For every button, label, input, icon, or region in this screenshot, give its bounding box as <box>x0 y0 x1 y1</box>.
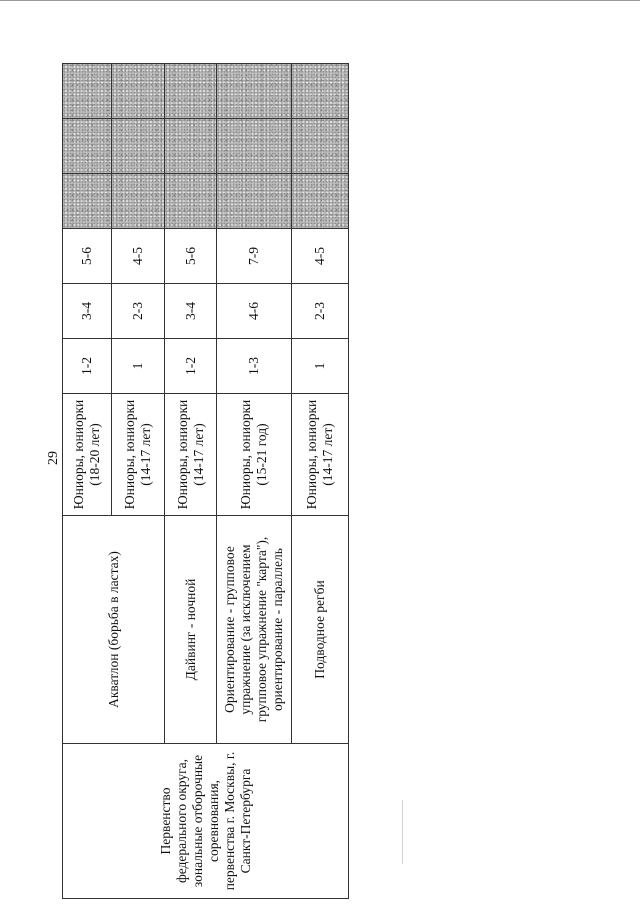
places-cell: 3-4 <box>63 284 112 339</box>
shaded-cell <box>63 119 112 174</box>
places-cell: 5-6 <box>63 229 112 284</box>
rotated-table-wrapper <box>62 64 348 899</box>
places-cell: 2-3 <box>112 284 165 339</box>
places-cell: 1-3 <box>217 339 292 394</box>
discipline-cell: Дайвинг - ночной <box>165 516 217 744</box>
places-cell: 4-5 <box>292 229 349 284</box>
shaded-cell <box>112 174 165 229</box>
shaded-cell <box>165 174 217 229</box>
discipline-cell: Подводное регби <box>292 516 349 744</box>
discipline-cell: Ориентирование - групповое упражнение (за исключением групповое упражнение "карта"), ориентирование - параллель <box>217 516 292 744</box>
shaded-cell <box>292 119 349 174</box>
shaded-cell <box>63 174 112 229</box>
page-number: 29 <box>46 451 61 465</box>
places-cell: 4-6 <box>217 284 292 339</box>
top-edge-line <box>0 0 640 1</box>
competition-table <box>62 63 349 899</box>
age-group-cell: Юниоры, юниорки (14-17 лет) <box>165 394 217 516</box>
places-cell: 1-2 <box>165 339 217 394</box>
age-group-cell: Юниоры, юниорки (18-20 лет) <box>63 394 112 516</box>
age-group-cell: Юниоры, юниорки (14-17 лет) <box>292 394 349 516</box>
shaded-cell <box>112 119 165 174</box>
places-cell: 2-3 <box>292 284 349 339</box>
places-cell: 1 <box>112 339 165 394</box>
places-cell: 1 <box>292 339 349 394</box>
shaded-cell <box>112 64 165 119</box>
shaded-cell <box>292 64 349 119</box>
places-cell: 4-5 <box>112 229 165 284</box>
places-cell: 7-9 <box>217 229 292 284</box>
discipline-cell: Акватлон (борьба в ластах) <box>63 516 165 744</box>
places-cell: 1-2 <box>63 339 112 394</box>
shaded-cell <box>63 64 112 119</box>
places-cell: 3-4 <box>165 284 217 339</box>
age-group-cell: Юниоры, юниорки (14-17 лет) <box>112 394 165 516</box>
places-cell: 5-6 <box>165 229 217 284</box>
shaded-cell <box>165 64 217 119</box>
scan-mark <box>402 800 403 864</box>
age-group-cell: Юниоры, юниорки (15-21 год) <box>217 394 292 516</box>
shaded-cell <box>292 174 349 229</box>
shaded-cell <box>217 174 292 229</box>
shaded-cell <box>217 119 292 174</box>
competition-cell: Первенство федерального округа, зональные отборочные соревнования, первенства г. Москвы, г. Санкт-Петербурга <box>63 744 349 899</box>
table-row <box>63 64 112 899</box>
shaded-cell <box>165 119 217 174</box>
shaded-cell <box>217 64 292 119</box>
